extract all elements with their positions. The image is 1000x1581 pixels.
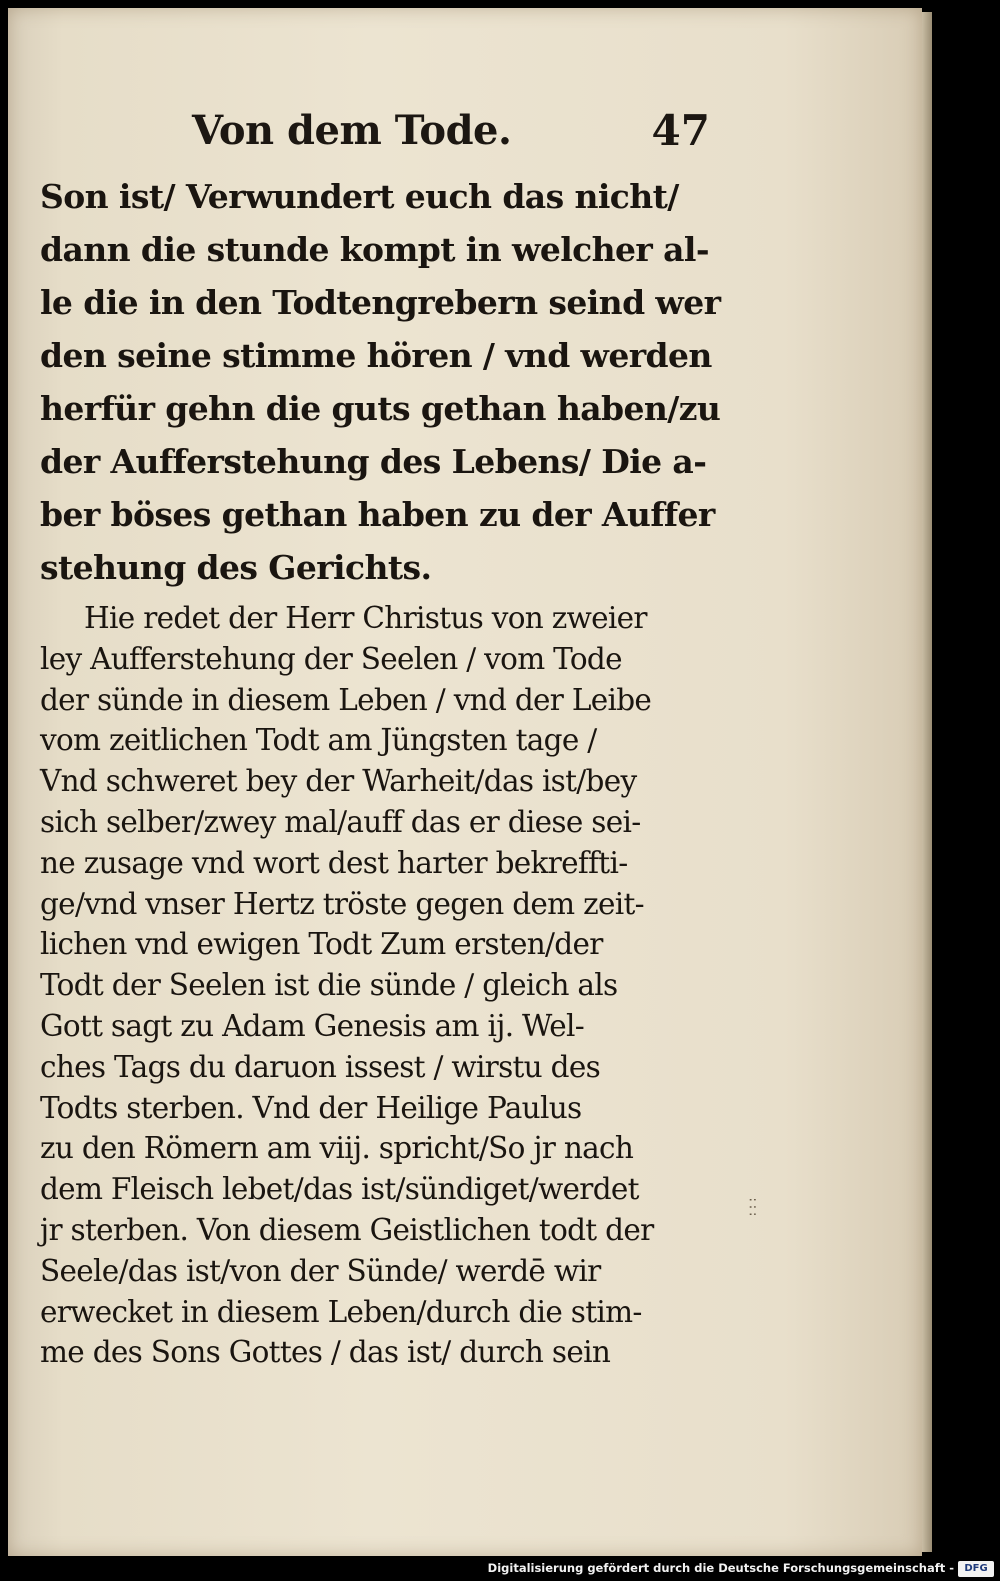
commentary-line: Gott sagt zu Adam Genesis am ij. Wel- [40, 1008, 585, 1043]
commentary-line: ge/vnd vnser Hertz tröste gegen dem zeit- [40, 886, 644, 921]
commentary-line: dem Fleisch lebet/das ist/sündiget/werdet [40, 1172, 639, 1207]
quote-line: ber böses gethan haben zu der Auffer [40, 495, 715, 534]
page-header [192, 105, 722, 165]
quote-line: den seine stimme hören / vnd werden [40, 336, 712, 375]
running-title: Von dem Tode. [192, 107, 512, 154]
page-edge [922, 12, 932, 1552]
commentary-line: Todt der Seelen ist die sünde / gleich als [40, 968, 618, 1003]
commentary-line: zu den Römern am viij. spricht/So jr nach [40, 1131, 634, 1166]
text-block [40, 170, 740, 1373]
commentary-line: erwecket in diesem Leben/durch die stim- [40, 1294, 642, 1329]
page-number: 47 [651, 106, 710, 155]
commentary-line: vom zeitlichen Todt am Jüngsten tage / [40, 723, 597, 758]
commentary-line: Todts sterben. Vnd der Heilige Paulus [40, 1090, 582, 1125]
commentary-line: ches Tags du daruon issest / wirstu des [40, 1049, 601, 1084]
quote-line: stehung des Gerichts. [40, 548, 432, 587]
commentary-line: me des Sons Gottes / das ist/ durch sein [40, 1335, 611, 1370]
commentary-line: Vnd schweret bey der Warheit/das ist/bey [40, 764, 637, 799]
commentary-line: der sünde in diesem Leben / vnd der Leibe [40, 682, 652, 717]
quote-line: Son ist/ Verwundert euch das nicht/ [40, 177, 679, 216]
commentary-line: jr sterben. Von diesem Geistlichen todt der [40, 1212, 654, 1247]
commentary-line: ne zusage vnd wort dest harter bekreffti- [40, 845, 628, 880]
commentary [40, 598, 740, 1373]
quote-line: herfür gehn die guts gethan haben/zu [40, 389, 721, 428]
commentary-line: lichen vnd ewigen Todt Zum ersten/der [40, 927, 603, 962]
quote-line: dann die stunde kompt in welcher al- [40, 230, 709, 269]
commentary-line: sich selber/zwey mal/auff das er diese sei- [40, 804, 641, 839]
commentary-line: ley Aufferstehung der Seelen / vom Tode [40, 641, 622, 676]
footer-bar [0, 1558, 1000, 1581]
margin-show-through: ∶∶∶ [746, 1196, 760, 1218]
dfg-logo-icon: DFG [958, 1561, 994, 1577]
quote-line: der Aufferstehung des Lebens/ Die a- [40, 442, 707, 481]
digitization-credit: Digitalisierung gefördert durch die Deutsche Forschungsgemeinschaft - [487, 1561, 954, 1575]
commentary-line: Seele/das ist/von der Sünde/ werdē wir [40, 1253, 601, 1288]
scripture-quote [40, 170, 740, 594]
commentary-line: Hie redet der Herr Christus von zweier [84, 601, 647, 635]
quote-line: le die in den Todtengrebern seind wer [40, 283, 721, 322]
